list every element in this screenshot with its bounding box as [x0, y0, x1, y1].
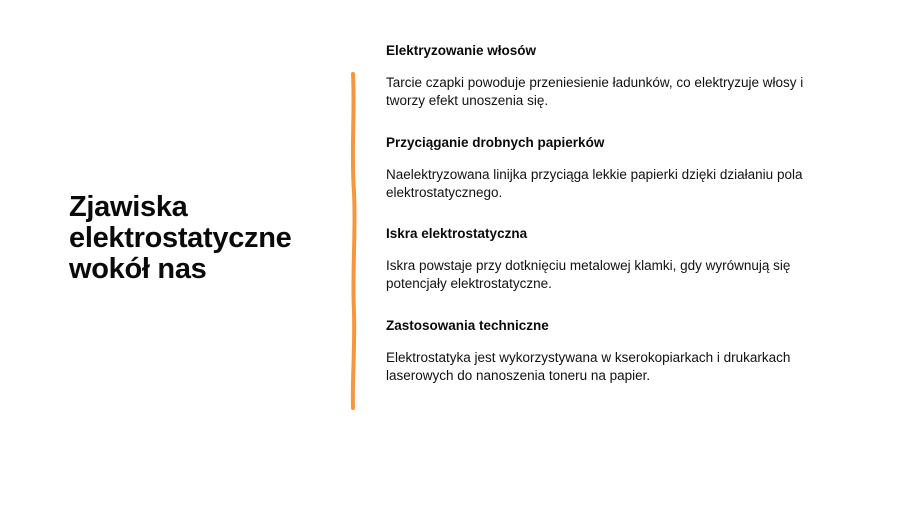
list-item-electrostatic-spark: [386, 225, 826, 293]
item-heading: Przyciąganie drobnych papierków: [386, 135, 605, 150]
item-heading: Iskra elektrostatyczna: [386, 226, 528, 241]
item-heading: Zastosowania techniczne: [386, 318, 549, 333]
item-text: Tarcie czapki powoduje przeniesienie ładunków, co elektryzuje włosy i tworzy efekt unoszenia się.: [386, 75, 804, 108]
item-text: Elektrostatyka jest wykorzystywana w kserokopiarkach i drukarkach laserowych do nanoszenia toneru na papier.: [386, 350, 791, 383]
item-text: Naelektryzowana linijka przyciąga lekkie papierki dzięki działaniu pola elektrostatycznego.: [386, 167, 803, 200]
list-item-paper-attraction: [386, 134, 826, 202]
slide-title: Zjawiska elektrostatyczne wokół nas: [69, 191, 292, 285]
list-item-technical-applications: [386, 317, 826, 385]
item-heading: Elektryzowanie włosów: [386, 43, 537, 58]
list-item-hair-electrification: [386, 42, 826, 110]
item-text: Iskra powstaje przy dotknięciu metalowej klamki, gdy wyrównują się potencjały elektrostatyczne.: [386, 258, 791, 291]
vertical-divider: [344, 72, 364, 410]
